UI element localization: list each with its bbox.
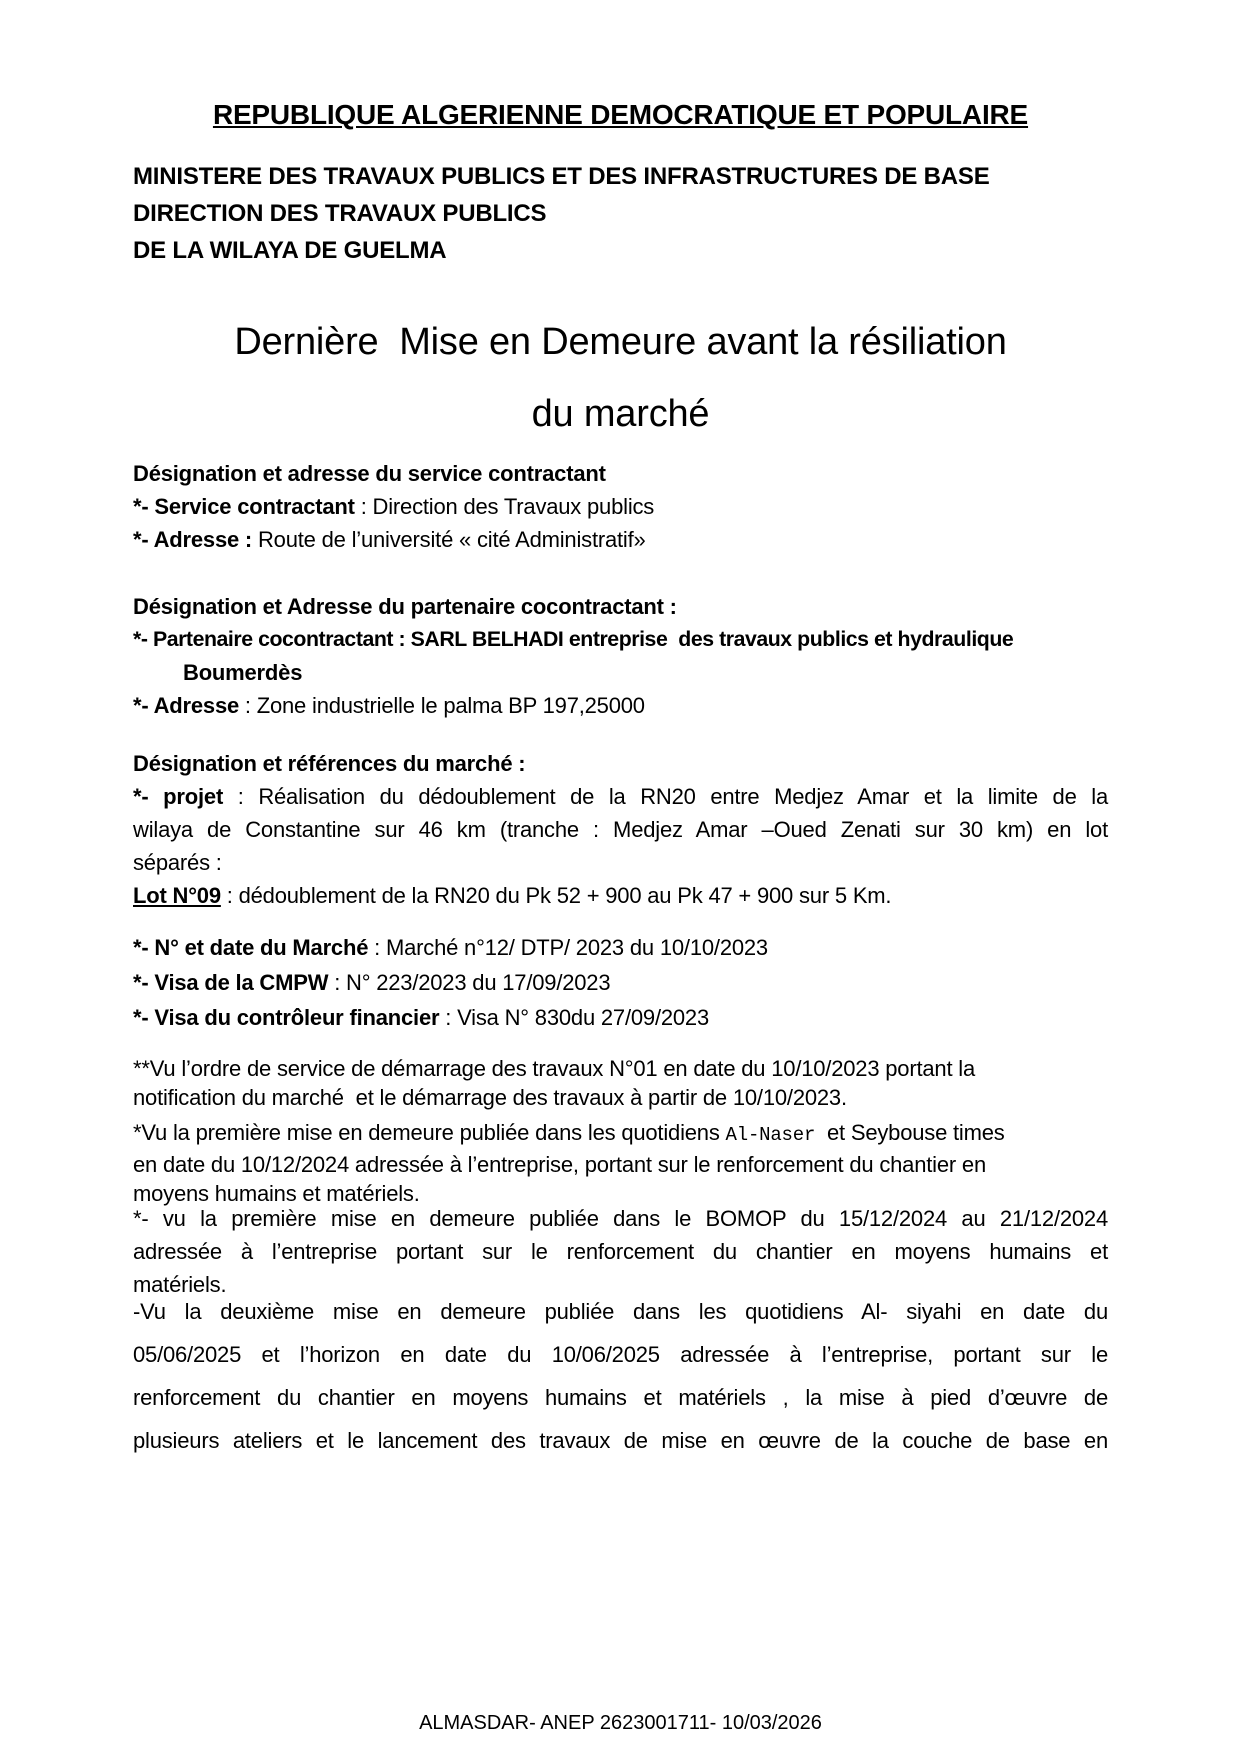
service-adresse-line	[133, 523, 1108, 556]
cmpw-ref-value: : N° 223/2023 du 17/09/2023	[328, 970, 611, 995]
bomop-line-2: adressée à l’entreprise portant sur le renforcement du chantier en moyens humains et	[133, 1239, 1108, 1264]
projet-line-1-rest: : Réalisation du dédoublement de la RN20 entre Medjez Amar et la limite de la	[223, 784, 1109, 809]
controleur-ref-value: : Visa N° 830du 27/09/2023	[439, 1005, 710, 1030]
footer-anep-line: ALMASDAR- ANEP 2623001711- 10/03/2026	[419, 1712, 822, 1734]
ordre-service-paragraph	[133, 1054, 1108, 1112]
main-title-line2: du marché	[531, 393, 710, 435]
service-adresse-value: Route de l’université « cité Administratif»	[252, 527, 646, 552]
service-contractant-value: : Direction des Travaux publics	[354, 494, 655, 519]
premiere-mise-line-2: en date du 10/12/2024 adressée à l’entreprise, portant sur le renforcement du chantier en	[133, 1152, 986, 1177]
ordre-service-line-2: notification du marché et le démarrage des travaux à partir de 10/10/2023.	[133, 1085, 847, 1110]
deuxieme-mise-line-1: -Vu la deuxième mise en demeure publiée dans les quotidiens Al- siyahi en date du	[133, 1299, 1108, 1324]
wilaya-line: DE LA WILAYA DE GUELMA	[133, 237, 447, 264]
partner-adresse-label: *- Adresse	[133, 693, 240, 718]
org-header-block	[133, 158, 1108, 269]
deuxieme-mise-line-3: renforcement du chantier en moyens humains et matériels , la mise à pied d’œuvre de	[133, 1385, 1108, 1410]
marche-ref-label: *- N° et date du Marché	[133, 935, 369, 960]
partner-section-heading: Désignation et Adresse du partenaire cocontractant :	[133, 594, 677, 619]
cmpw-ref-line	[133, 965, 1108, 1000]
marche-section-heading: Désignation et références du marché :	[133, 751, 526, 776]
partner-section	[133, 590, 1108, 722]
service-contractant-label: *- Service contractant	[133, 494, 355, 519]
premiere-mise-line-1-after: et Seybouse times	[815, 1120, 1005, 1145]
premiere-mise-line-1	[133, 1118, 1108, 1150]
service-section	[133, 457, 1108, 556]
deuxieme-mise-line-4: plusieurs ateliers et le lancement des travaux de mise en œuvre de la couche de base en	[133, 1428, 1108, 1453]
references-section	[133, 930, 1108, 1035]
projet-line-3: séparés :	[133, 850, 222, 875]
service-adresse-label: *- Adresse :	[133, 527, 253, 552]
premiere-mise-bomop-paragraph	[133, 1202, 1108, 1301]
main-title-line1: Dernière Mise en Demeure avant la résiliation	[234, 321, 1007, 363]
partner-cocontractant-line: *- Partenaire cocontractant : SARL BELHADI entreprise des travaux publics et hydraulique	[133, 627, 1014, 651]
deuxieme-mise-paragraph	[133, 1290, 1108, 1462]
lot-label: Lot N°09	[133, 883, 221, 908]
controleur-ref-label: *- Visa du contrôleur financier	[133, 1005, 440, 1030]
controleur-ref-line	[133, 1000, 1108, 1035]
projet-line-2: wilaya de Constantine sur 46 km (tranche : Medjez Amar –Oued Zenati sur 30 km) en lot	[133, 817, 1108, 842]
lot-line	[133, 879, 1108, 912]
premiere-mise-quotidiens-paragraph	[133, 1118, 1108, 1208]
direction-line: DIRECTION DES TRAVAUX PUBLICS	[133, 200, 547, 227]
service-contractant-line	[133, 490, 1108, 523]
ministry-line: MINISTERE DES TRAVAUX PUBLICS ET DES INFRASTRUCTURES DE BASE	[133, 163, 990, 190]
premiere-mise-line-3: moyens humains et matériels.	[133, 1181, 420, 1206]
marche-ref-value: : Marché n°12/ DTP/ 2023 du 10/10/2023	[368, 935, 768, 960]
projet-label: *- projet	[133, 784, 224, 809]
republic-title: REPUBLIQUE ALGERIENNE DEMOCRATIQUE ET POPULAIRE	[212, 99, 1029, 130]
marche-ref-line	[133, 930, 1108, 965]
ordre-service-line-1: **Vu l’ordre de service de démarrage des travaux N°01 en date du 10/10/2023 portant la	[133, 1056, 975, 1081]
bomop-line-3: matériels.	[133, 1272, 227, 1297]
premiere-mise-line-1-before: *Vu la première mise en demeure publiée dans les quotidiens	[133, 1120, 726, 1145]
partner-adresse-line	[133, 689, 1108, 722]
marche-section	[133, 747, 1108, 912]
projet-line-1	[133, 780, 1108, 813]
cmpw-ref-label: *- Visa de la CMPW	[133, 970, 329, 995]
deuxieme-mise-line-2: 05/06/2025 et l’horizon en date du 10/06/2025 adressée à l’entreprise, portant sur le	[133, 1342, 1108, 1367]
bomop-line-1: *- vu la première mise en demeure publiée dans le BOMOP du 15/12/2024 au 21/12/2024	[133, 1206, 1108, 1231]
partner-adresse-value: : Zone industrielle le palma BP 197,25000	[239, 693, 645, 718]
journal-name-mono: Al-Naser	[725, 1124, 816, 1146]
lot-value: : dédoublement de la RN20 du Pk 52 + 900 au Pk 47 + 900 sur 5 Km.	[220, 883, 892, 908]
service-section-heading: Désignation et adresse du service contractant	[133, 461, 606, 486]
partner-city-line: Boumerdès	[183, 660, 303, 685]
